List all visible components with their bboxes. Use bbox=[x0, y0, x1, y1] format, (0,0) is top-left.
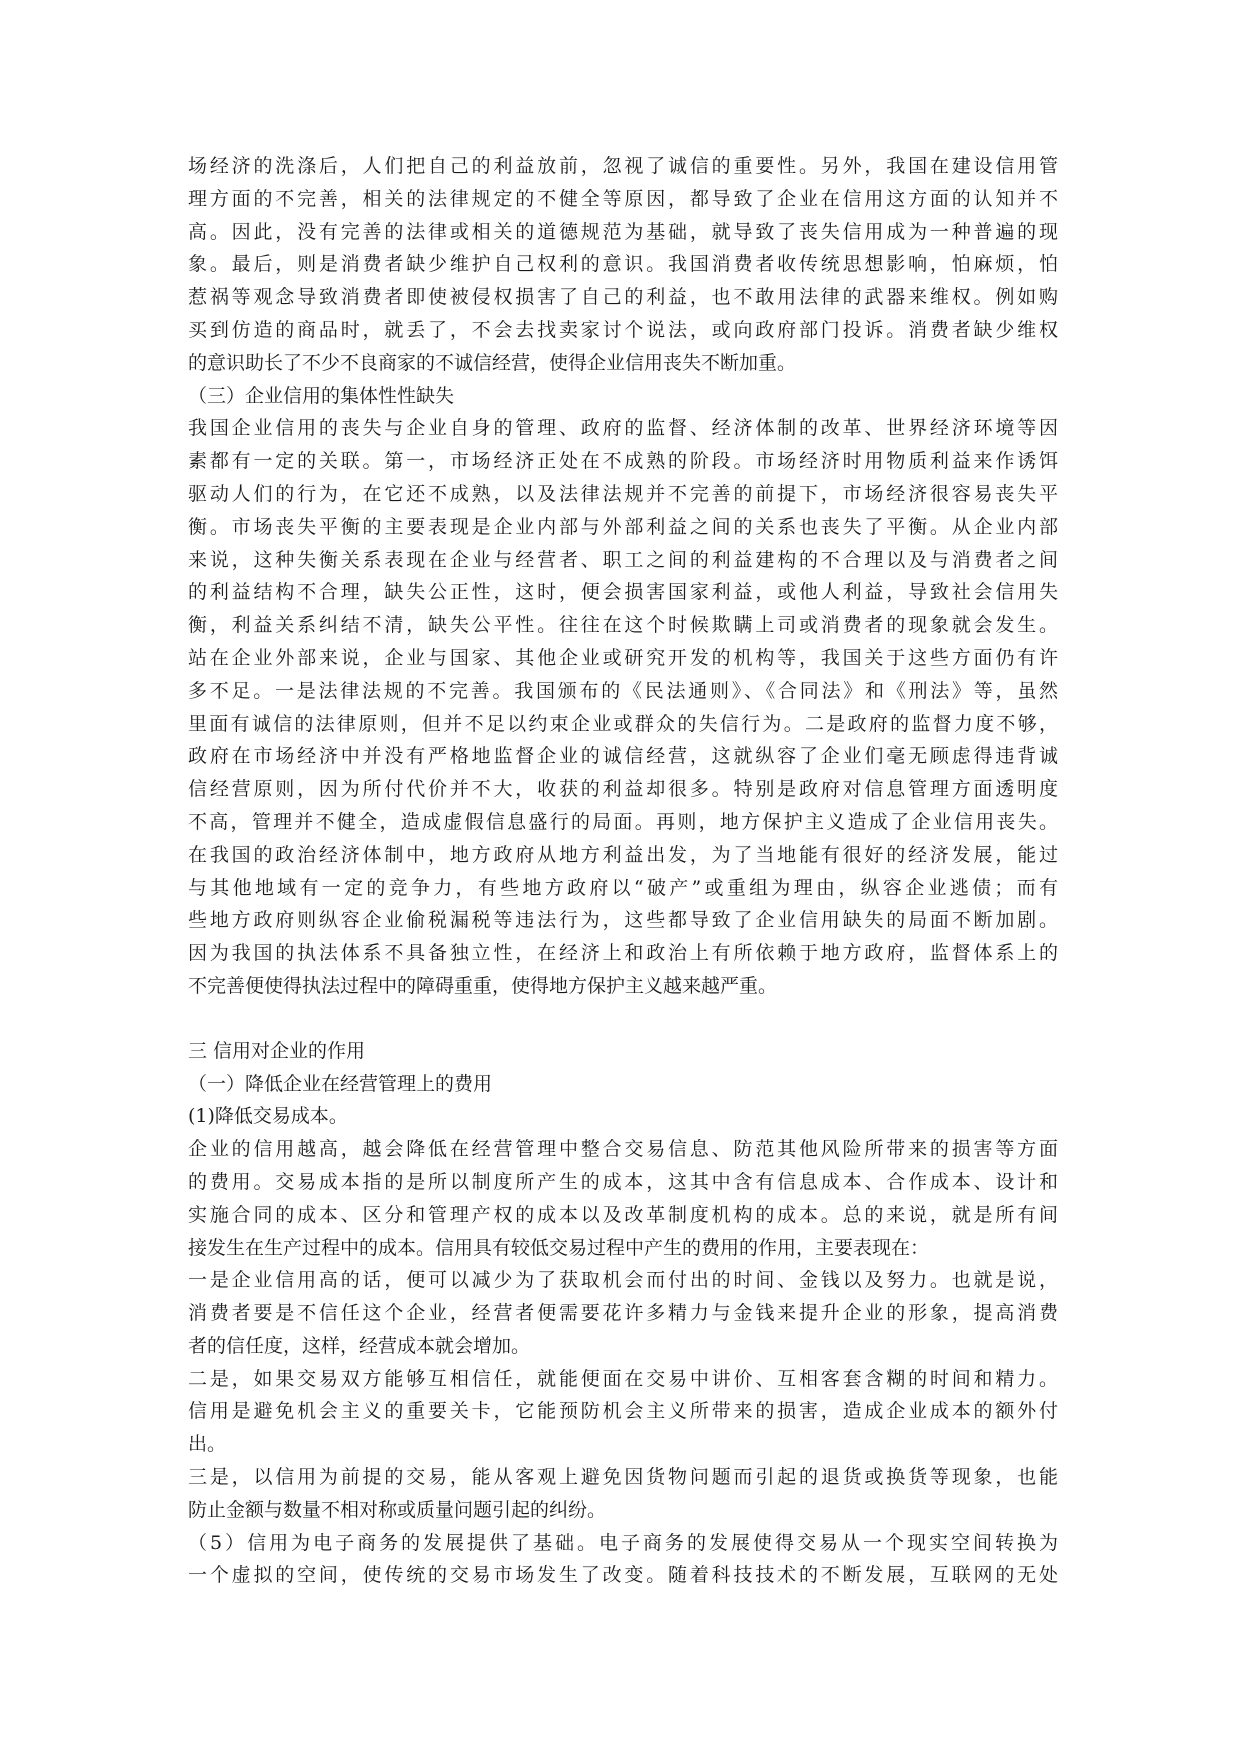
section-heading: （三）企业信用的集体性性缺失 bbox=[188, 384, 455, 407]
text-line: 不高，管理并不健全，造成虚假信息盛行的局面。再则，地方保护主义造成了企业信用丧失。 bbox=[188, 810, 1058, 833]
text-line: 素都有一定的关联。第一，市场经济正处在不成熟的阶段。市场经济时用物质利益来作诱饵 bbox=[188, 450, 1058, 473]
paragraph-point-three bbox=[188, 1461, 1058, 1527]
text-line: 的意识助长了不少不良商家的不诚信经营，使得企业信用丧失不断加重。 bbox=[188, 351, 797, 374]
paragraph-transaction-cost bbox=[188, 1133, 1058, 1264]
text-line: 一个虚拟的空间，使传统的交易市场发生了改变。随着科技技术的不断发展，互联网的无处 bbox=[188, 1564, 1058, 1587]
text-line: 的利益结构不合理，缺失公正性，这时，便会损害国家利益，或他人利益，导致社会信用失 bbox=[188, 581, 1058, 604]
text-line: 多不足。一是法律法规的不完善。我国颁布的《民法通则》、《合同法》和《刑法》等，虽然 bbox=[188, 679, 1058, 702]
text-line: 二是，如果交易双方能够互相信任，就能便面在交易中讲价、互相客套含糊的时间和精力。 bbox=[188, 1367, 1058, 1390]
text-line: 企业的信用越高，越会降低在经营管理中整合交易信息、防范其他风险所带来的损害等方面 bbox=[188, 1138, 1058, 1161]
section-heading: （一）降低企业在经营管理上的费用 bbox=[188, 1072, 493, 1095]
text-line: 出。 bbox=[188, 1433, 227, 1456]
text-line: 消费者要是不信任这个企业，经营者便需要花许多精力与金钱来提升企业的形象，提高消费 bbox=[188, 1302, 1058, 1325]
text-line: 我国企业信用的丧失与企业自身的管理、政府的监督、经济体制的改革、世界经济环境等因 bbox=[188, 417, 1058, 440]
text-line: 不完善便使得执法过程中的障碍重重，使得地方保护主义越来越严重。 bbox=[188, 974, 778, 997]
text-line: 衡，利益关系纠结不清，缺失公平性。往往在这个时候欺瞒上司或消费者的现象就会发生。 bbox=[188, 614, 1058, 637]
text-line: 因为我国的执法体系不具备独立性，在经济上和政治上有所依赖于地方政府，监督体系上的 bbox=[188, 942, 1058, 965]
text-line: 信用是避免机会主义的重要关卡，它能预防机会主义所带来的损害，造成企业成本的额外付 bbox=[188, 1400, 1058, 1423]
text-line: 的费用。交易成本指的是所以制度所产生的成本，这其中含有信息成本、合作成本、设计和 bbox=[188, 1170, 1058, 1193]
text-line: 一是企业信用高的话，便可以减少为了获取机会而付出的时间、金钱以及努力。也就是说， bbox=[188, 1269, 1058, 1292]
text-line: 来说，这种失衡关系表现在企业与经营者、职工之间的利益建构的不合理以及与消费者之间 bbox=[188, 548, 1058, 571]
text-line: 信经营原则，因为所付代价并不大，收获的利益却很多。特别是政府对信息管理方面透明度 bbox=[188, 778, 1058, 801]
text-line: 接发生在生产过程中的成本。信用具有较低交易过程中产生的费用的作用，主要表现在： bbox=[188, 1236, 930, 1259]
text-line: 政府在市场经济中并没有严格地监督企业的诚信经营，这就纵容了企业们毫无顾虑得违背诚 bbox=[188, 745, 1058, 768]
text-line: 者的信任度，这样，经营成本就会增加。 bbox=[188, 1334, 531, 1357]
text-line: 里面有诚信的法律原则，但并不足以约束企业或群众的失信行为。二是政府的监督力度不够， bbox=[188, 712, 1058, 735]
text-line: 场经济的洗涤后，人们把自己的利益放前，忽视了诚信的重要性。另外，我国在建设信用管 bbox=[188, 155, 1058, 177]
text-line: 惹祸等观念导致消费者即使被侵权损害了自己的利益，也不敢用法律的武器来维权。例如购 bbox=[188, 286, 1058, 309]
text-line: （5）信用为电子商务的发展提供了基础。电子商务的发展使得交易从一个现实空间转换为 bbox=[188, 1531, 1058, 1554]
text-line: 站在企业外部来说，企业与国家、其他企业或研究开发的机构等，我国关于这些方面仍有许 bbox=[188, 646, 1058, 669]
text-line: 理方面的不完善，相关的法律规定的不健全等原因，都导致了企业在信用这方面的认知并不 bbox=[188, 187, 1058, 210]
blank-spacer bbox=[188, 1003, 1058, 1035]
text-line: 实施合同的成本、区分和管理产权的成本以及改革制度机构的成本。总的来说，就是所有间 bbox=[188, 1203, 1058, 1226]
paragraph-point-one bbox=[188, 1264, 1058, 1362]
text-line: 防止金额与数量不相对称或质量问题引起的纠纷。 bbox=[188, 1498, 607, 1521]
paragraph-point-two bbox=[188, 1363, 1058, 1461]
text-line: 买到仿造的商品时，就丢了，不会去找卖家讨个说法，或向政府部门投诉。消费者缺少维权 bbox=[188, 318, 1058, 341]
text-line: 衡。市场丧失平衡的主要表现是企业内部与外部利益之间的关系也丧失了平衡。从企业内部 bbox=[188, 515, 1058, 538]
text-line: 驱动人们的行为，在它还不成熟，以及法律法规并不完善的前提下，市场经济很容易丧失平 bbox=[188, 482, 1058, 505]
text-line: 与其他地域有一定的竞争力，有些地方政府以“破产”或重组为理由，纵容企业逃债；而有 bbox=[188, 876, 1058, 899]
chapter-heading: 三 信用对企业的作用 bbox=[188, 1039, 366, 1062]
text-line: 象。最后，则是消费者缺少维护自己权利的意识。我国消费者收传统思想影响，怕麻烦，怕 bbox=[188, 253, 1058, 276]
paragraph-consumer-awareness bbox=[188, 150, 1058, 380]
paragraph-collective-credit-loss bbox=[188, 412, 1058, 1002]
item-heading: (1)降低交易成本。 bbox=[188, 1105, 348, 1128]
text-line: 高。因此，没有完善的法律或相关的道德规范为基础，就导致了丧失信用成为一种普遍的现 bbox=[188, 220, 1058, 243]
text-line: 三是，以信用为前提的交易，能从客观上避免因货物问题而引起的退货或换货等现象，也能 bbox=[188, 1466, 1058, 1489]
text-line: 在我国的政治经济体制中，地方政府从地方利益出发，为了当地能有很好的经济发展，能过 bbox=[188, 843, 1058, 866]
paragraph-point-five bbox=[188, 1527, 1058, 1593]
text-line: 些地方政府则纵容企业偷税漏税等违法行为，这些都导致了企业信用缺失的局面不断加剧。 bbox=[188, 909, 1058, 932]
document-body bbox=[188, 150, 1058, 1592]
